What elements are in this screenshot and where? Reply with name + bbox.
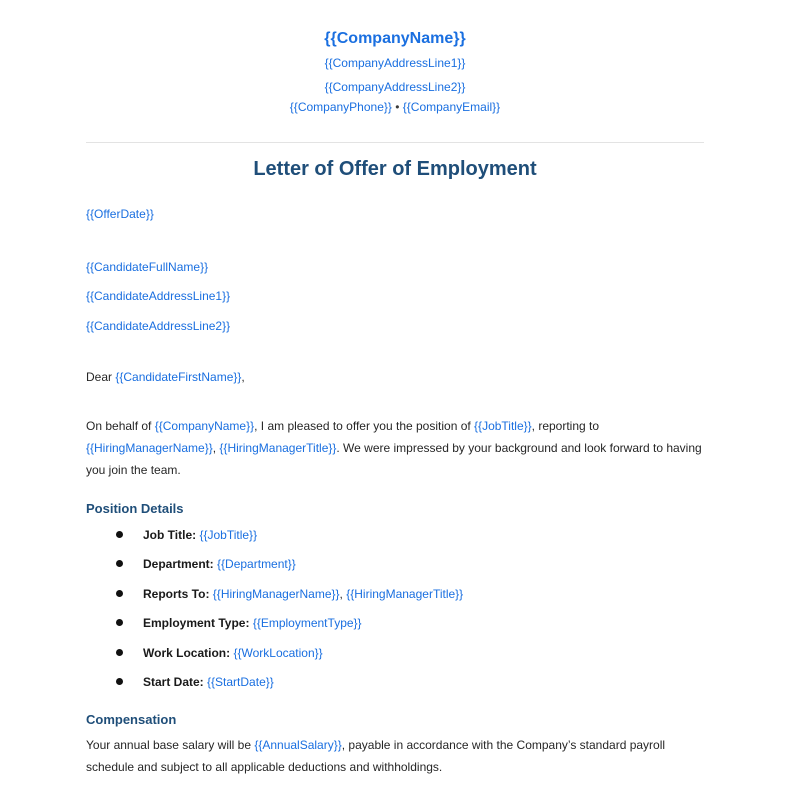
- item-value: {{StartDate}}: [207, 675, 274, 689]
- item-label: Employment Type:: [143, 616, 250, 630]
- intro-company-name: {{CompanyName}}: [154, 419, 255, 433]
- company-address-line1: {{CompanyAddressLine1}}: [324, 56, 466, 70]
- intro-job-title: {{JobTitle}}: [474, 419, 532, 433]
- intro-text: On behalf of: [86, 419, 155, 433]
- intro-text: , reporting to: [531, 419, 600, 433]
- bullet-icon: [116, 531, 123, 538]
- intro-text: . We were impressed by your background and look forward to having you join the team.: [86, 441, 702, 477]
- company-email: {{CompanyEmail}}: [402, 100, 501, 114]
- company-name: {{CompanyName}}: [324, 30, 466, 47]
- intro-text: , I am pleased to offer you the position of: [254, 419, 475, 433]
- salutation-prefix: Dear: [86, 370, 116, 384]
- bullet-icon: [116, 649, 123, 656]
- candidate-first-name: {{CandidateFirstName}}: [115, 370, 242, 384]
- item-value: {{JobTitle}}: [199, 528, 258, 542]
- intro-manager-name: {{HiringManagerName}}: [86, 441, 213, 455]
- contact-separator: •: [395, 100, 400, 114]
- letter-title: Letter of Offer of Employment: [253, 158, 537, 180]
- item-value: {{HiringManagerName}}: [212, 587, 340, 601]
- compensation-paragraph: [86, 734, 706, 778]
- intro-paragraph: [86, 415, 706, 481]
- compensation-text: , payable in accordance with the Company’s standard payroll schedule and subject to all applicable deductions and withholdings.: [86, 738, 666, 774]
- annual-salary: {{AnnualSalary}}: [254, 738, 342, 752]
- header-divider: [86, 142, 704, 143]
- bullet-icon: [116, 678, 123, 685]
- bullet-icon: [116, 560, 123, 567]
- item-value: {{WorkLocation}}: [233, 646, 323, 660]
- item-label: Job Title:: [143, 528, 197, 542]
- position-details-heading: Position Details: [86, 501, 184, 516]
- salutation-suffix: ,: [241, 370, 245, 384]
- candidate-full-name: {{CandidateFullName}}: [86, 260, 209, 274]
- offer-date: {{OfferDate}}: [86, 207, 154, 221]
- company-contact: [0, 100, 790, 114]
- item-label: Start Date:: [143, 675, 204, 689]
- compensation-text: Your annual base salary will be: [86, 738, 255, 752]
- candidate-address-line2: {{CandidateAddressLine2}}: [86, 319, 231, 333]
- company-phone: {{CompanyPhone}}: [289, 100, 392, 114]
- item-value: {{Department}}: [217, 557, 296, 571]
- bullet-icon: [116, 590, 123, 597]
- item-value: {{EmploymentType}}: [252, 616, 362, 630]
- item-label: Work Location:: [143, 646, 231, 660]
- item-value: {{HiringManagerTitle}}: [346, 587, 464, 601]
- item-separator: ,: [339, 587, 347, 601]
- item-label: Reports To:: [143, 587, 210, 601]
- item-label: Department:: [143, 557, 214, 571]
- intro-manager-title: {{HiringManagerTitle}}: [219, 441, 337, 455]
- candidate-address-line1: {{CandidateAddressLine1}}: [86, 289, 231, 303]
- bullet-icon: [116, 619, 123, 626]
- intro-text: ,: [212, 441, 220, 455]
- compensation-heading: Compensation: [86, 712, 177, 727]
- company-address-line2: {{CompanyAddressLine2}}: [324, 80, 466, 94]
- salutation: [86, 369, 245, 385]
